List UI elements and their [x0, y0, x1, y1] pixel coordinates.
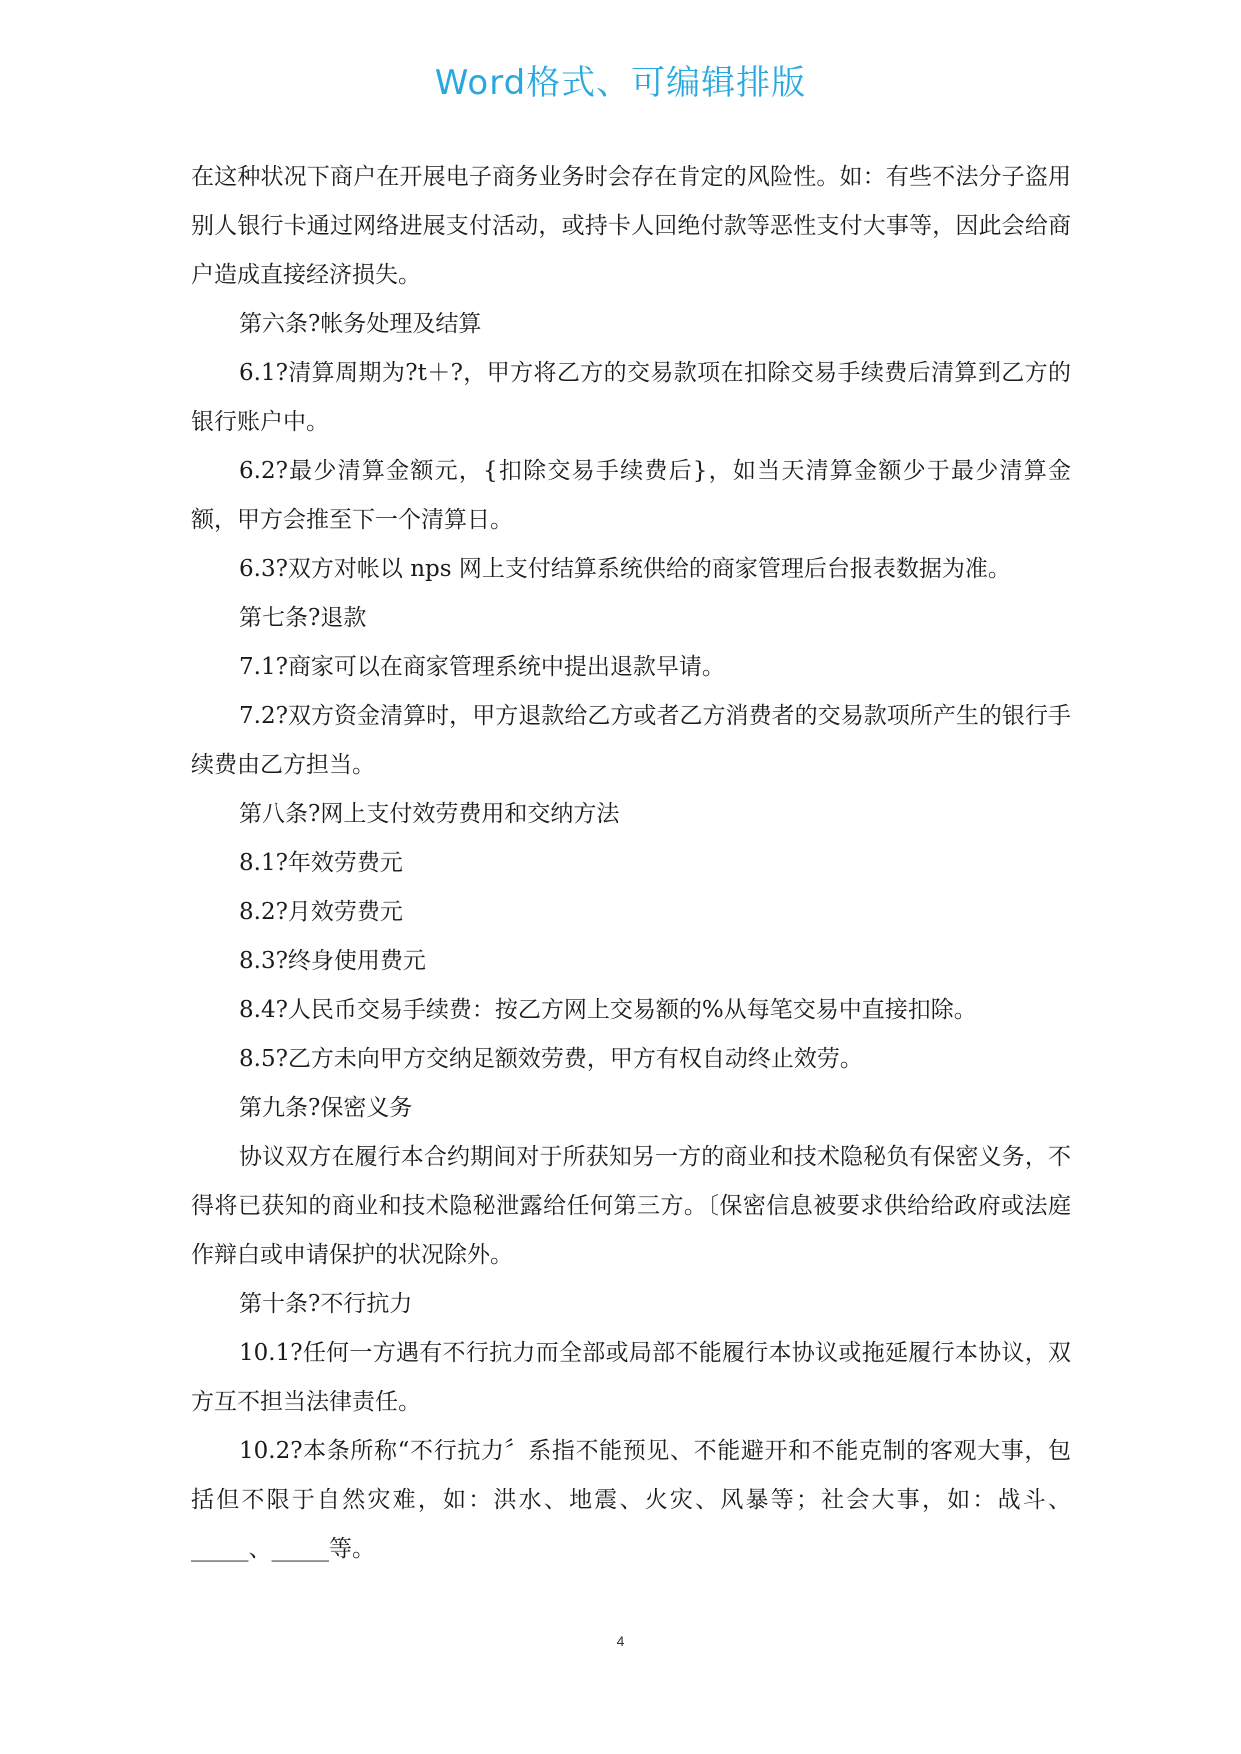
clause-10-2: 10.2?本条所称“不行抗力〞系指不能预见、不能避开和不能克制的客观大事，包括但不限于自然灾难，如：洪水、地震、火灾、风暴等；社会大事，如：战斗、_____、_____等。	[191, 1438, 1071, 1562]
clause-8-4: 8.4?人民币交易手续费：按乙方网上交易额的%从每笔交易中直接扣除。	[239, 997, 977, 1023]
clause-8-5: 8.5?乙方未向甲方交纳足额效劳费，甲方有权自动终止效劳。	[239, 1046, 863, 1072]
page-number: 4	[616, 1633, 625, 1649]
clause-8-1: 8.1?年效劳费元	[239, 850, 403, 876]
article-7-heading: 第七条?退款	[239, 605, 367, 631]
clause-6-3: 6.3?双方对帐以 nps 网上支付结算系统供给的商家管理后台报表数据为准。	[239, 556, 1011, 582]
article-6-heading: 第六条?帐务处理及结算	[239, 311, 482, 337]
clause-7-2: 7.2?双方资金清算时，甲方退款给乙方或者乙方消费者的交易款项所产生的银行手续费由乙方担当。	[191, 703, 1071, 778]
document-body	[191, 153, 1071, 1574]
clause-7-1: 7.1?商家可以在商家管理系统中提出退款早请。	[239, 654, 725, 680]
clause-9-text: 协议双方在履行本合约期间对于所获知另一方的商业和技术隐秘负有保密义务，不得将已获知的商业和技术隐秘泄露给任何第三方。〔保密信息被要求供给给政府或法庭作辩白或申请保护的状况除外。	[191, 1144, 1071, 1268]
clause-6-2: 6.2?最少清算金额元，{扣除交易手续费后}，如当天清算金额少于最少清算金额，甲方会推至下一个清算日。	[191, 458, 1071, 533]
page-header-title: Word格式、可编辑排版	[434, 63, 807, 103]
clause-8-3: 8.3?终身使用费元	[239, 948, 426, 974]
paragraph-intro: 在这种状况下商户在开展电子商务业务时会存在肯定的风险性。如：有些不法分子盗用别人银行卡通过网络进展支付活动，或持卡人回绝付款等恶性支付大事等，因此会给商户造成直接经济损失。	[191, 164, 1071, 288]
clause-10-1: 10.1?任何一方遇有不行抗力而全部或局部不能履行本协议或拖延履行本协议，双方互不担当法律责任。	[191, 1340, 1071, 1415]
article-8-heading: 第八条?网上支付效劳费用和交纳方法	[239, 801, 620, 827]
article-10-heading: 第十条?不行抗力	[239, 1291, 413, 1317]
article-9-heading: 第九条?保密义务	[239, 1095, 413, 1121]
clause-6-1: 6.1?清算周期为?t＋?，甲方将乙方的交易款项在扣除交易手续费后清算到乙方的银行账户中。	[191, 360, 1071, 435]
clause-8-2: 8.2?月效劳费元	[239, 899, 403, 925]
